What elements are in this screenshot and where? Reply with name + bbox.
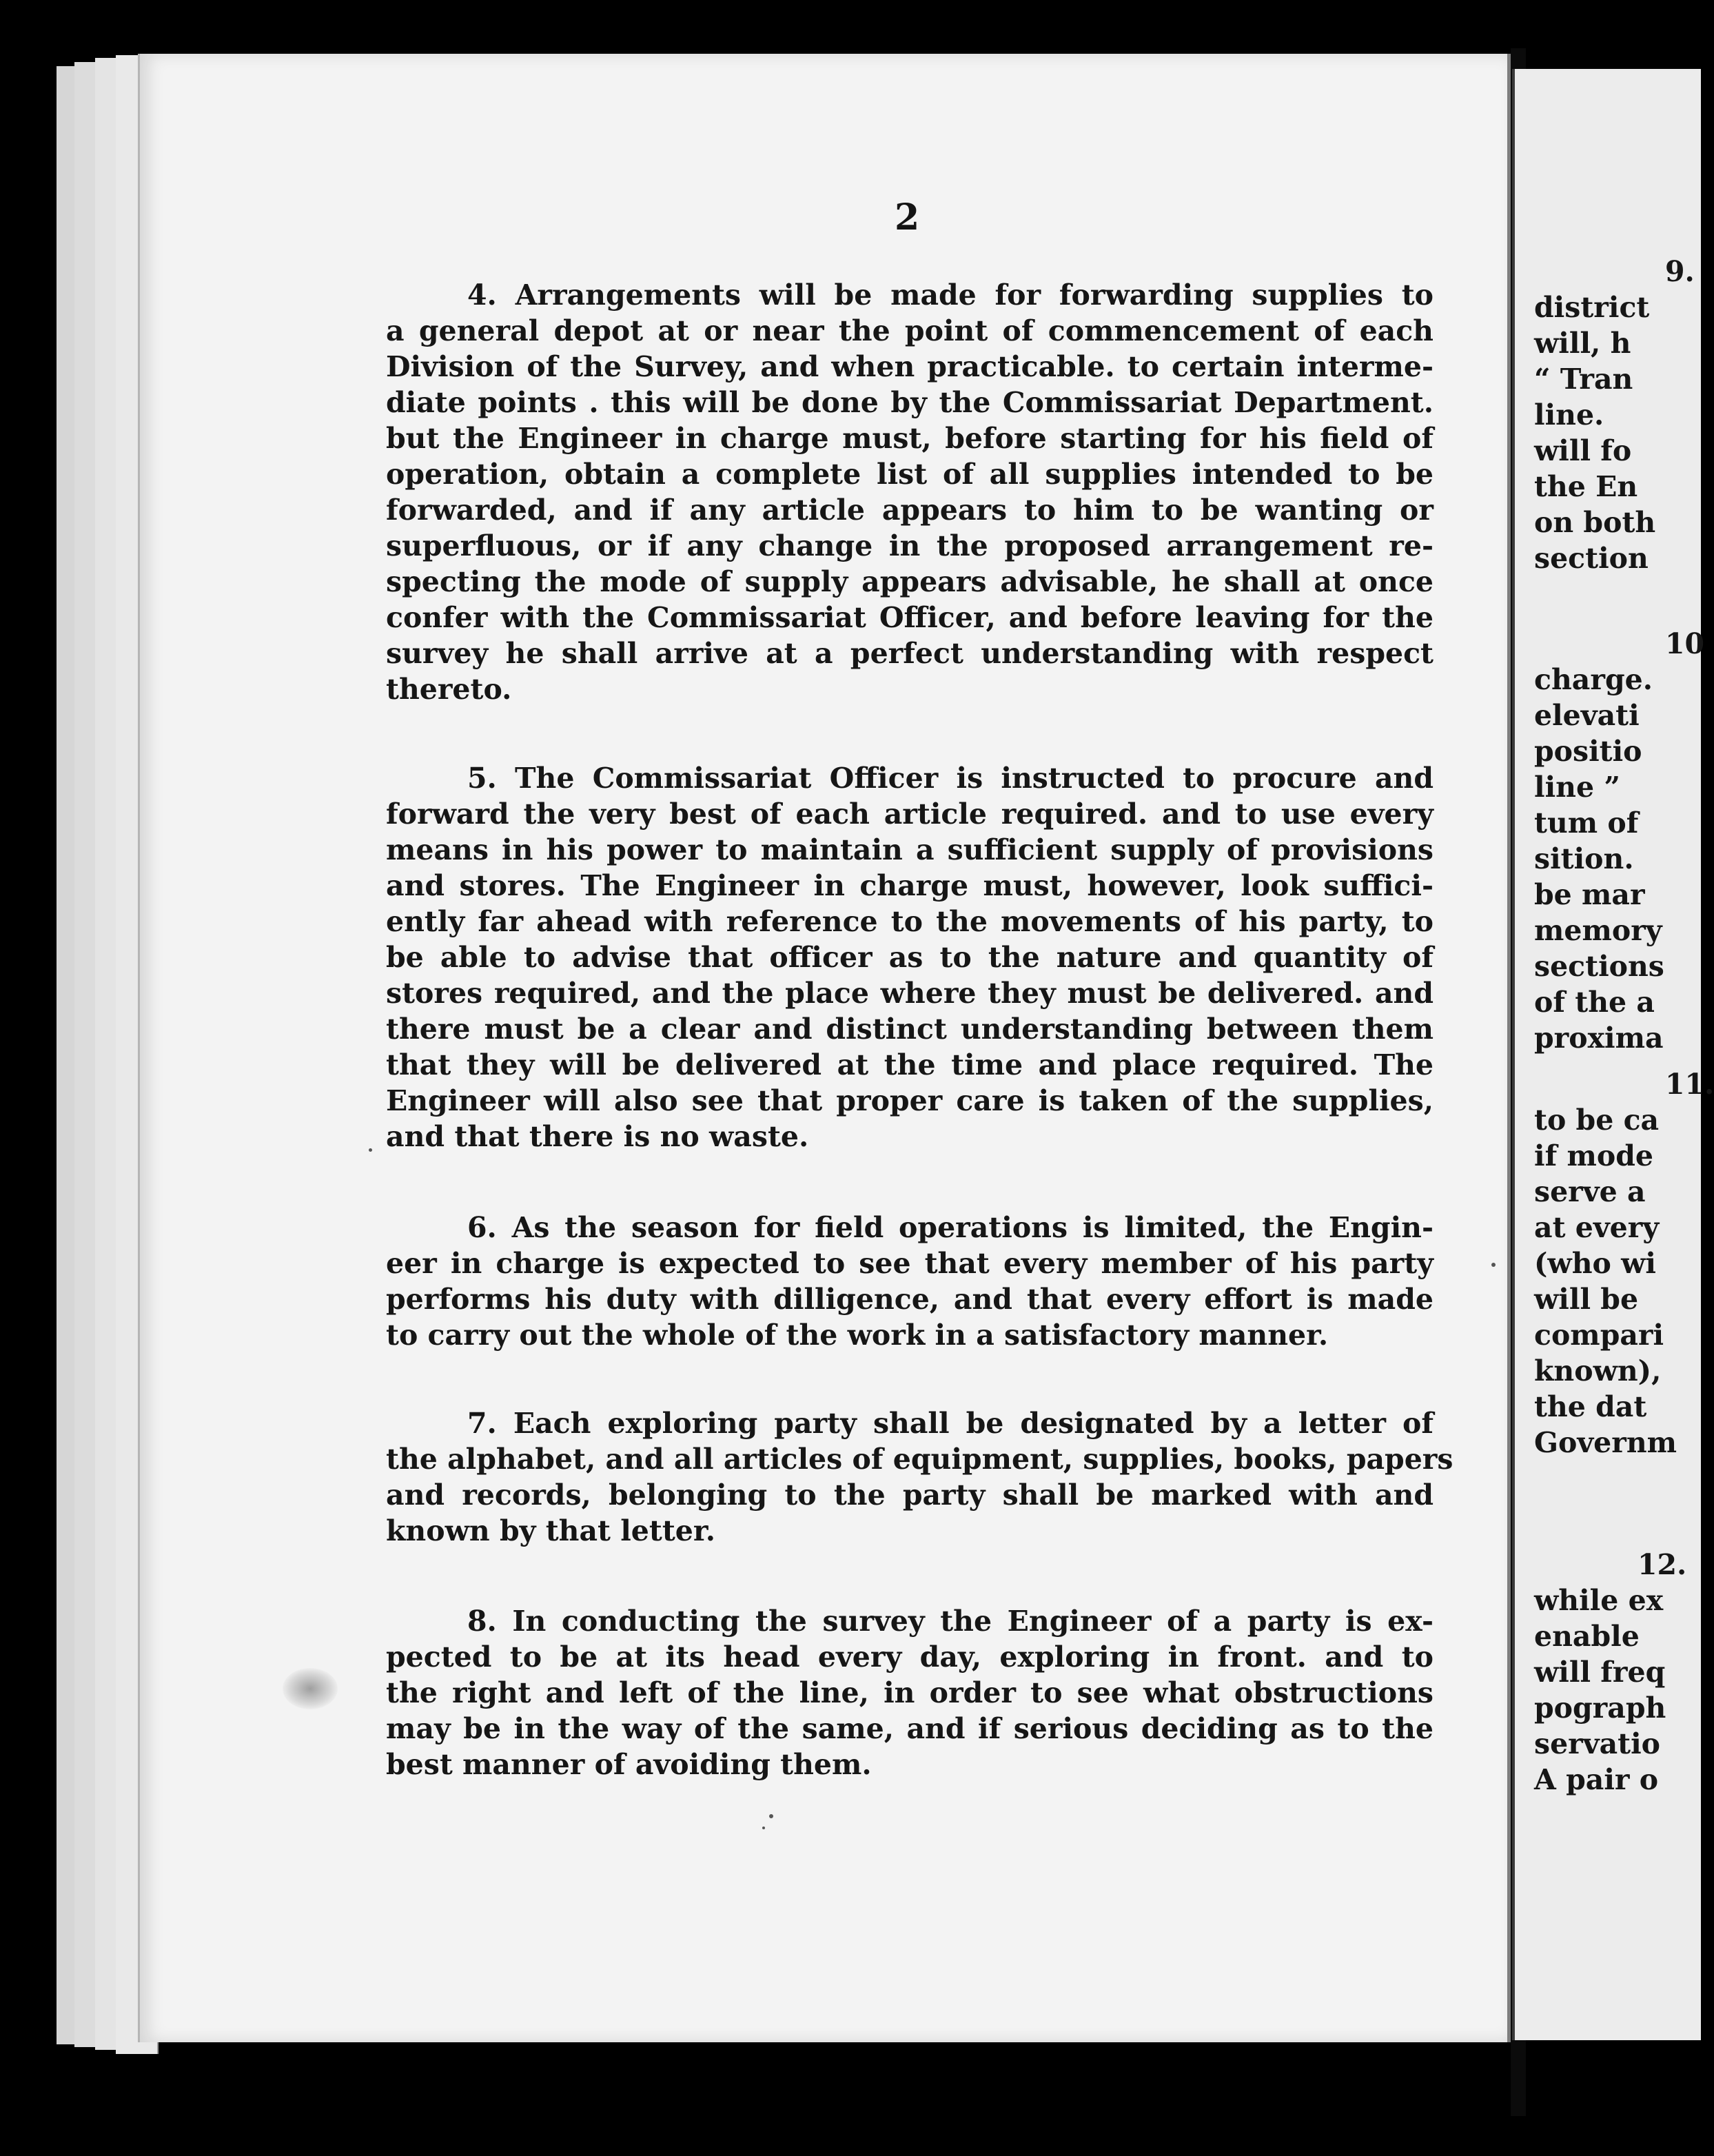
text-line: superfluous, or if any change in the proposed arrangement re- [386, 529, 1434, 562]
text-line: and stores. The Engineer in charge must, however, look suffici- [386, 869, 1434, 902]
text-line: be able to advise that officer as to the nature and quantity of [386, 941, 1434, 974]
text-fragment: memory [1534, 914, 1662, 947]
ink-speck [369, 1148, 372, 1152]
text-line: Engineer will also see that proper care is taken of the supplies, [386, 1084, 1434, 1117]
text-fragment: will freq [1534, 1656, 1666, 1689]
text-fragment: line. [1534, 398, 1604, 431]
ink-speck [769, 1814, 773, 1818]
text-fragment: A pair o [1534, 1763, 1659, 1796]
text-line: stores required, and the place where they must be delivered. and [386, 977, 1434, 1010]
text-line: 6. As the season for field operations is limited, the Engin- [467, 1211, 1434, 1244]
text-line: to carry out the whole of the work in a satisfactory manner. [386, 1319, 1329, 1352]
text-fragment: servatio [1534, 1727, 1661, 1760]
text-fragment: the dat [1534, 1390, 1647, 1423]
text-line: 5. The Commissariat Officer is instructed to procure and [467, 762, 1434, 795]
text-line: pected to be at its head every day, exploring in front. and to [386, 1640, 1434, 1674]
text-line: specting the mode of supply appears advisable, he shall at once [386, 565, 1434, 598]
text-line: ently far ahead with reference to the movements of his party, to [386, 905, 1434, 938]
right-page-fragment [1534, 626, 1713, 1056]
text-line: the alphabet, and all articles of equipment, supplies, books, papers [386, 1443, 1453, 1476]
text-line: 4. Arrangements will be made for forwarding supplies to [467, 278, 1434, 312]
text-fragment: Governm [1534, 1426, 1677, 1459]
text-line: but the Engineer in charge must, before starting for his field of [386, 422, 1434, 455]
text-fragment: be mar [1534, 878, 1645, 911]
paragraph-5 [386, 760, 1434, 1155]
text-fragment: to be ca [1534, 1104, 1660, 1137]
text-line: forward the very best of each article required. and to use every [386, 797, 1434, 831]
text-fragment: “ Tran [1534, 363, 1633, 396]
text-fragment: pograph [1534, 1691, 1666, 1725]
right-page-fragment [1534, 1066, 1713, 1461]
text-line: means in his power to maintain a sufficient supply of provisions [386, 833, 1434, 866]
text-line: eer in charge is expected to see that every member of his party [386, 1247, 1434, 1280]
text-fragment: elevati [1534, 699, 1640, 732]
text-line: confer with the Commissariat Officer, and before leaving for the [386, 601, 1434, 634]
text-fragment: of the a [1534, 986, 1655, 1019]
text-fragment: line ” [1534, 771, 1620, 804]
text-fragment: district [1534, 291, 1650, 324]
text-fragment: sections [1534, 950, 1664, 983]
paragraph-4 [386, 277, 1434, 707]
text-fragment: positio [1534, 735, 1642, 768]
text-fragment: charge. [1534, 663, 1653, 696]
text-fragment: the En [1534, 470, 1638, 503]
text-line: and records, belonging to the party shall be marked with and [386, 1478, 1434, 1512]
text-fragment: while ex [1534, 1584, 1664, 1617]
text-fragment: will, h [1534, 327, 1631, 360]
text-fragment: on both [1534, 506, 1656, 539]
text-fragment: (who wi [1534, 1247, 1656, 1280]
text-fragment: will fo [1534, 434, 1632, 467]
text-line: known by that letter. [386, 1514, 715, 1547]
text-line: forwarded, and if any article appears to him to be wanting or [386, 494, 1434, 527]
text-line: diate points . this will be done by the Commissariat Department. [386, 386, 1434, 419]
right-page-fragment [1534, 254, 1713, 576]
text-line: the right and left of the line, in order to see what obstructions [386, 1676, 1434, 1709]
text-line: survey he shall arrive at a perfect understanding with respect [386, 637, 1434, 670]
text-line: there must be a clear and distinct understanding between them [386, 1013, 1434, 1046]
text-line: and that there is no waste. [386, 1120, 809, 1153]
text-fragment: enable [1534, 1620, 1640, 1653]
ink-smudge [283, 1668, 338, 1709]
text-line: performs his duty with dilligence, and that every effort is made [386, 1283, 1434, 1316]
page-number: 2 [895, 196, 920, 238]
paragraph-6 [386, 1210, 1434, 1353]
text-line: 7. Each exploring party shall be designated by a letter of [467, 1407, 1434, 1440]
text-fragment: proxima [1534, 1021, 1664, 1055]
text-line: best manner of avoiding them. [386, 1748, 872, 1781]
text-fragment: will be [1534, 1283, 1639, 1316]
text-fragment: compari [1534, 1319, 1664, 1352]
text-fragment: 11. [1665, 1068, 1714, 1101]
paragraph-7 [386, 1405, 1453, 1549]
text-fragment: serve a [1534, 1175, 1646, 1208]
text-fragment: if mode [1534, 1139, 1653, 1172]
text-fragment: 10 [1665, 627, 1705, 660]
text-line: thereto. [386, 673, 512, 706]
text-fragment: section [1534, 542, 1649, 575]
text-fragment: sition. [1534, 842, 1634, 875]
text-fragment: known), [1534, 1354, 1662, 1387]
text-line: operation, obtain a complete list of all supplies intended to be [386, 458, 1434, 491]
paragraph-8 [386, 1603, 1434, 1782]
ink-speck [762, 1827, 765, 1829]
text-line: that they will be delivered at the time and place required. The [386, 1048, 1434, 1081]
text-fragment: 12. [1638, 1548, 1687, 1581]
text-line: Division of the Survey, and when practicable. to certain interme- [386, 350, 1434, 383]
text-fragment: tum of [1534, 806, 1639, 840]
text-line: may be in the way of the same, and if serious deciding as to the [386, 1712, 1434, 1745]
text-fragment: 9. [1665, 255, 1695, 288]
right-page-fragment [1534, 1547, 1713, 1798]
text-line: 8. In conducting the survey the Engineer of a party is ex- [467, 1605, 1434, 1638]
text-line: a general depot at or near the point of commencement of each [386, 314, 1434, 347]
ink-speck [1491, 1263, 1496, 1267]
text-fragment: at every [1534, 1211, 1660, 1244]
